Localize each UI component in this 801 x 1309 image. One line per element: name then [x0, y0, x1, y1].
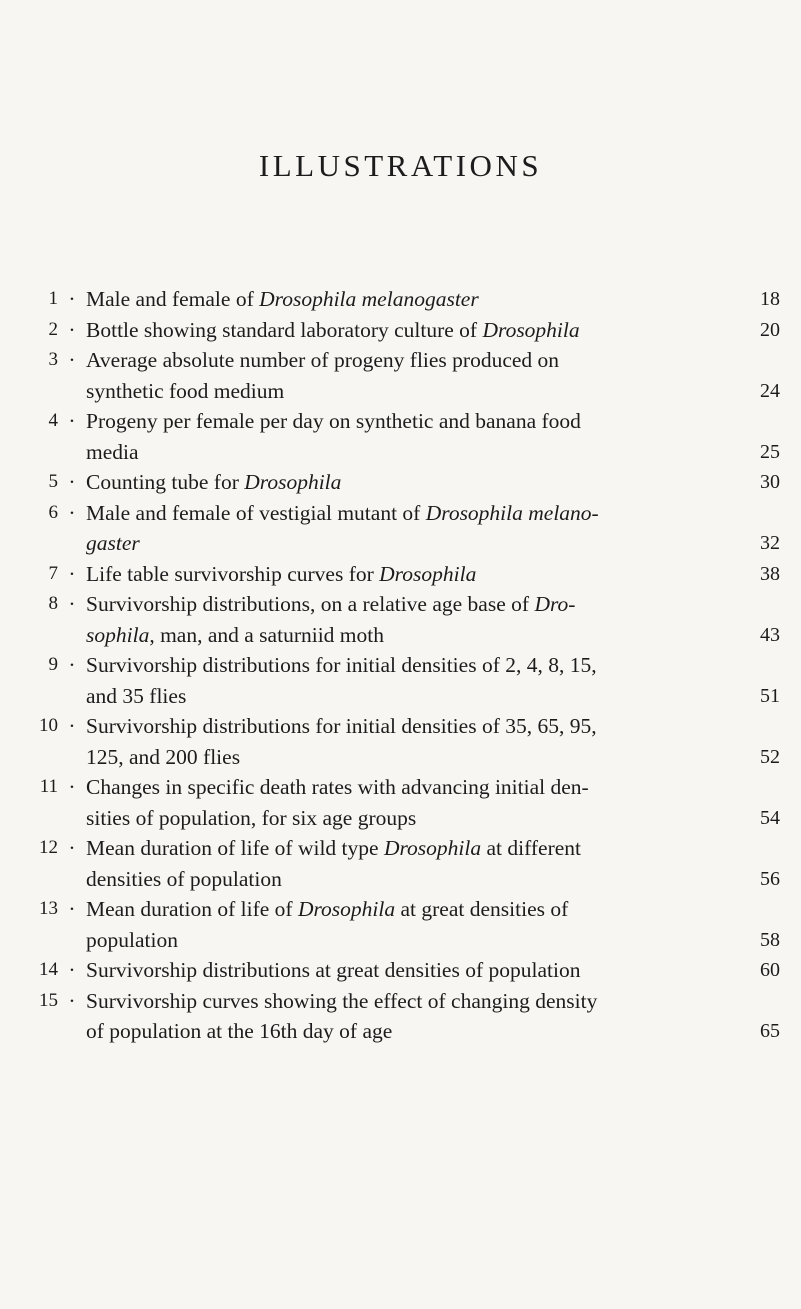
- page-number: 25: [760, 440, 780, 463]
- illustration-caption: [86, 406, 780, 467]
- illustration-caption: [86, 955, 780, 986]
- illustration-caption: [86, 467, 780, 498]
- illustration-number: 11: [39, 776, 58, 797]
- illustration-caption: [86, 315, 780, 346]
- page-number: 38: [760, 562, 780, 585]
- separator-dot: ·: [68, 470, 76, 494]
- page-number: 56: [760, 867, 780, 890]
- illustration-number: 10: [39, 715, 58, 736]
- caption-segment: synthetic food medium: [86, 378, 285, 403]
- caption-line: [86, 406, 780, 437]
- caption-segment: Bottle showing standard laboratory culture of: [86, 317, 483, 342]
- list-item: [20, 589, 780, 650]
- page-number: 18: [760, 288, 780, 310]
- caption-line: [86, 711, 780, 742]
- illustration-number: 1: [48, 288, 58, 309]
- illustration-number: 8: [48, 593, 58, 614]
- illustration-caption: [86, 284, 780, 315]
- list-item: [20, 498, 780, 559]
- caption-segment: and 35 flies: [86, 683, 187, 708]
- caption-text: [86, 409, 581, 433]
- caption-text: [86, 620, 384, 651]
- illustration-caption: [86, 711, 780, 772]
- caption-segment: at great densities of: [395, 897, 569, 921]
- caption-text: [86, 803, 416, 834]
- illustration-caption: [86, 986, 780, 1047]
- caption-segment: Survivorship distributions for initial densities of 2, 4, 8, 15,: [86, 653, 597, 677]
- illustration-number: 9: [48, 654, 58, 675]
- illustration-number: 5: [48, 471, 58, 492]
- caption-segment: Mean duration of life of: [86, 897, 298, 921]
- illustration-number: 7: [48, 562, 58, 584]
- caption-line: [86, 955, 780, 986]
- page-number: 58: [760, 928, 780, 951]
- caption-line: [86, 467, 780, 498]
- list-item: [20, 833, 780, 894]
- page-title: ILLUSTRATIONS: [258, 148, 543, 183]
- caption-line: [86, 1016, 780, 1047]
- caption-line: [86, 498, 780, 529]
- list-item: [20, 467, 780, 498]
- caption-line: [86, 528, 780, 559]
- caption-segment: Survivorship distributions at great densities of population: [86, 958, 581, 982]
- caption-text: [86, 925, 178, 956]
- caption-segment: Survivorship distributions, on a relative age base of: [86, 592, 535, 616]
- illustration-number: 2: [48, 318, 58, 340]
- page-number: 65: [760, 1020, 780, 1042]
- caption-text: [86, 864, 282, 895]
- caption-text: [86, 501, 599, 525]
- caption-text: [86, 775, 589, 799]
- caption-italic-segment: Drosophila: [244, 470, 342, 494]
- list-item: [20, 772, 780, 833]
- caption-line: [86, 284, 780, 315]
- list-item: [20, 711, 780, 772]
- caption-segment: 125, and 200 flies: [86, 744, 241, 769]
- illustration-number: 6: [48, 501, 58, 523]
- caption-line: [86, 864, 780, 895]
- caption-text: [86, 836, 581, 860]
- caption-text: [86, 376, 284, 407]
- caption-line: [86, 772, 780, 803]
- caption-text: [86, 653, 597, 677]
- list-item: [20, 406, 780, 467]
- list-item: [20, 315, 780, 346]
- separator-dot: ·: [68, 592, 76, 616]
- caption-italic-segment: Drosophila: [297, 897, 396, 921]
- caption-text: [86, 467, 341, 498]
- illustration-caption: [86, 345, 780, 406]
- caption-line: [86, 345, 780, 376]
- caption-segment: sities of population, for six age groups: [86, 805, 417, 830]
- list-item: [20, 894, 780, 955]
- illustration-number: 12: [39, 837, 58, 858]
- caption-segment: Male and female of: [86, 287, 260, 311]
- caption-line: [86, 315, 780, 346]
- caption-text: [86, 989, 597, 1013]
- caption-segment: Life table survivorship curves for: [86, 561, 380, 586]
- caption-line: [86, 925, 780, 956]
- illustration-caption: [86, 498, 780, 559]
- caption-text: [86, 897, 568, 921]
- caption-text: [86, 742, 240, 773]
- separator-dot: ·: [68, 409, 76, 433]
- list-item: [20, 650, 780, 711]
- caption-text: [86, 437, 139, 468]
- illustration-caption: [86, 559, 780, 590]
- page-number: 54: [760, 806, 780, 829]
- page-number: 51: [760, 684, 780, 707]
- page-number: 30: [760, 471, 780, 493]
- caption-segment: Mean duration of life of wild type: [86, 836, 384, 860]
- page-number: 20: [760, 318, 780, 341]
- caption-line: [86, 589, 780, 620]
- caption-text: [86, 714, 597, 738]
- separator-dot: ·: [68, 500, 76, 525]
- caption-italic-segment: Drosophila melano-: [425, 500, 599, 525]
- caption-text: [86, 681, 186, 712]
- caption-text: [86, 528, 140, 559]
- caption-segment: , man, and a saturniid moth: [149, 622, 384, 647]
- separator-dot: ·: [68, 561, 76, 586]
- caption-line: [86, 681, 780, 712]
- caption-segment: Counting tube for: [86, 470, 245, 494]
- separator-dot: ·: [68, 988, 76, 1013]
- page-number: 43: [760, 623, 780, 646]
- illustration-number: 13: [39, 898, 58, 919]
- caption-text: [86, 1016, 392, 1047]
- illustration-caption: [86, 589, 780, 650]
- caption-line: [86, 650, 780, 681]
- caption-segment: Survivorship distributions for initial densities of 35, 65, 95,: [86, 714, 597, 738]
- caption-text: [86, 315, 580, 346]
- caption-segment: densities of population: [86, 866, 282, 891]
- separator-dot: ·: [68, 775, 76, 799]
- caption-segment: Progeny per female per day on synthetic and banana food: [86, 409, 581, 433]
- caption-line: [86, 437, 780, 468]
- illustration-caption: [86, 772, 780, 833]
- illustrations-list: [20, 284, 780, 1047]
- caption-text: [86, 284, 479, 315]
- caption-text: [86, 592, 575, 616]
- caption-segment: Changes in specific death rates with advancing initial den-: [86, 775, 589, 799]
- caption-segment: of population at the 16th day of age: [86, 1019, 393, 1043]
- page-number: 52: [760, 745, 780, 768]
- illustration-caption: [86, 894, 780, 955]
- caption-line: [86, 986, 780, 1017]
- caption-line: [86, 742, 780, 773]
- caption-text: [86, 955, 580, 986]
- page-number: 60: [760, 959, 780, 981]
- caption-italic-segment: Dro-: [534, 592, 576, 616]
- list-item: [20, 955, 780, 986]
- caption-italic-segment: Drosophila: [379, 561, 477, 586]
- illustration-number: 3: [48, 349, 58, 370]
- caption-italic-segment: Drosophila: [482, 317, 580, 342]
- list-item: [20, 559, 780, 590]
- caption-segment: media: [86, 439, 139, 464]
- caption-italic-segment: sophila: [86, 622, 150, 647]
- caption-italic-segment: gaster: [86, 531, 140, 555]
- separator-dot: ·: [68, 653, 76, 677]
- illustration-number: 4: [48, 410, 58, 431]
- caption-text: [86, 559, 476, 590]
- separator-dot: ·: [68, 897, 76, 921]
- separator-dot: ·: [68, 958, 76, 982]
- illustration-number: 14: [39, 959, 58, 980]
- separator-dot: ·: [68, 714, 76, 738]
- caption-italic-segment: Drosophila: [383, 836, 482, 860]
- list-item: [20, 345, 780, 406]
- illustration-caption: [86, 650, 780, 711]
- separator-dot: ·: [68, 348, 76, 372]
- page-number: 32: [760, 532, 780, 554]
- caption-italic-segment: Drosophila melanogaster: [259, 287, 479, 311]
- caption-segment: Survivorship curves showing the effect of changing density: [86, 988, 598, 1013]
- caption-line: [86, 620, 780, 651]
- separator-dot: ·: [68, 317, 76, 342]
- separator-dot: ·: [68, 836, 76, 860]
- caption-segment: Male and female of vestigial mutant of: [86, 500, 426, 525]
- caption-text: [86, 348, 559, 372]
- separator-dot: ·: [68, 287, 76, 311]
- list-item: [20, 986, 780, 1047]
- caption-segment: Average absolute number of progeny flies produced on: [86, 348, 560, 372]
- page-number: 24: [760, 379, 780, 402]
- caption-segment: at different: [481, 836, 581, 860]
- caption-line: [86, 894, 780, 925]
- caption-line: [86, 833, 780, 864]
- caption-line: [86, 376, 780, 407]
- list-item: [20, 284, 780, 315]
- illustration-number: 15: [39, 989, 58, 1011]
- caption-line: [86, 559, 780, 590]
- caption-line: [86, 803, 780, 834]
- illustration-caption: [86, 833, 780, 894]
- caption-segment: population: [86, 927, 178, 952]
